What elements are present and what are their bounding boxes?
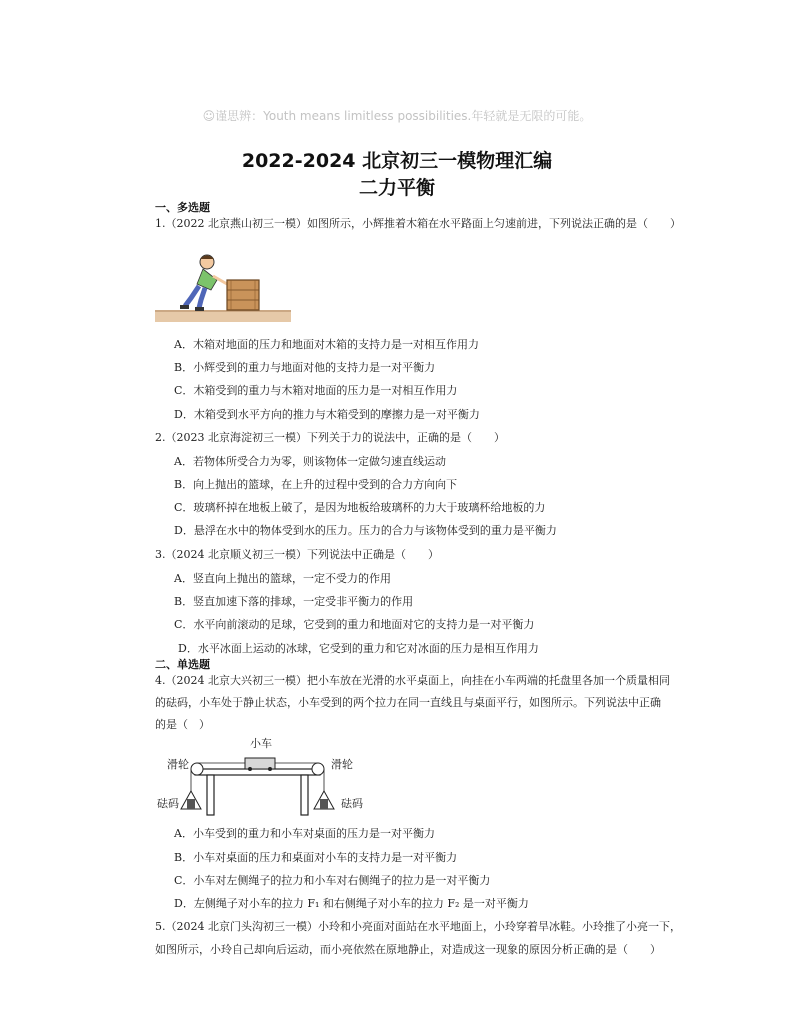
q4-option-a: A．小车受到的重力和小车对桌面的压力是一对平衡力 xyxy=(174,827,435,840)
q1-option-d: D．木箱受到水平方向的推力与木箱受到的摩擦力是一对平衡力 xyxy=(174,408,480,421)
q3-option-c: C．水平向前滚动的足球，它受到的重力和地面对它的支持力是一对平衡力 xyxy=(174,618,535,631)
q4-option-d: D．左侧绳子对小车的拉力 F₁ 和右侧绳子对小车的拉力 F₂ 是一对平衡力 xyxy=(174,897,529,910)
question-1-stem: 1.（2022 北京燕山初三一模）如图所示，小辉推着木箱在水平路面上匀速前进，下列说法正确的是（ ） xyxy=(155,217,681,230)
pulley-left-icon xyxy=(191,763,203,775)
q1-option-c: C．木箱受到的重力与木箱对地面的压力是一对相互作用力 xyxy=(174,384,458,397)
boy-icon xyxy=(180,255,227,311)
label-weight-left: 砝码 xyxy=(157,797,179,810)
label-pulley-left: 滑轮 xyxy=(167,758,189,771)
section-single-choice: 二、单选题 xyxy=(155,658,210,671)
section-multi-choice: 一、多选题 xyxy=(155,201,210,214)
pulley-right-icon xyxy=(312,763,324,775)
ground-strip xyxy=(155,310,291,322)
table-top xyxy=(195,769,320,775)
weight-left-icon xyxy=(181,791,201,809)
q2-option-d: D．悬浮在水中的物体受到水的压力。压力的合力与该物体受到的重力是平衡力 xyxy=(174,524,557,537)
label-weight-right: 砝码 xyxy=(341,797,363,810)
question-3-stem: 3.（2024 北京顺义初三一模）下列说法中正确是（ ） xyxy=(155,548,439,561)
watermark: ☺谨思辨：Youth means limitless possibilities.年轻就是无限的可能。 xyxy=(202,109,592,123)
page-subtitle: 二力平衡 xyxy=(358,177,435,199)
q3-option-b: B．竖直加速下落的排球，一定受非平衡力的作用 xyxy=(174,595,414,608)
question-4-stem-line-3: 的是（ ） xyxy=(155,718,210,731)
q1-option-b: B．小辉受到的重力与地面对他的支持力是一对平衡力 xyxy=(174,361,436,374)
question-4-stem-line-2: 的砝码，小车处于静止状态，小车受到的两个拉力在同一直线且与桌面平行，如图所示。下列说法中正确 xyxy=(155,696,661,709)
label-cart: 小车 xyxy=(250,737,272,750)
question-4-stem-line-1: 4.（2024 北京大兴初三一模）把小车放在光滑的水平桌面上，向挂在小车两端的托盘里各加一个质量相同 xyxy=(155,674,670,687)
q3-option-d: D．水平冰面上运动的冰球，它受到的重力和它对冰面的压力是相互作用力 xyxy=(178,642,539,655)
question-5-stem-line-1: 5.（2024 北京门头沟初三一模）小玲和小亮面对面站在水平地面上，小玲穿着旱冰鞋。小玲推了小亮一下， xyxy=(155,920,681,933)
table-leg-left xyxy=(207,775,214,815)
q3-option-a: A．竖直向上抛出的篮球，一定不受力的作用 xyxy=(174,572,391,585)
q2-option-a: A．若物体所受合力为零，则该物体一定做匀速直线运动 xyxy=(174,455,446,468)
label-pulley-right: 滑轮 xyxy=(331,758,353,771)
q2-option-b: B．向上抛出的篮球，在上升的过程中受到的合力方向向下 xyxy=(174,478,458,491)
q4-option-c: C．小车对左侧绳子的拉力和小车对右侧绳子的拉力是一对平衡力 xyxy=(174,874,491,887)
q1-figure-boy-pushing-box xyxy=(155,250,295,326)
q4-figure-cart-on-table xyxy=(155,735,395,820)
table-leg-right xyxy=(301,775,308,815)
q2-option-c: C．玻璃杯掉在地板上破了，是因为地板给玻璃杯的力大于玻璃杯给地板的力 xyxy=(174,501,546,514)
page-title: 2022-2024 北京初三一模物理汇编 xyxy=(241,150,553,172)
weight-right-icon xyxy=(314,791,334,809)
q4-option-b: B．小车对桌面的压力和桌面对小车的支持力是一对平衡力 xyxy=(174,851,458,864)
q1-option-a: A．木箱对地面的压力和地面对木箱的支持力是一对相互作用力 xyxy=(174,338,479,351)
question-5-stem-line-2: 如图所示，小玲自己却向后运动，而小亮依然在原地静止，对造成这一现象的原因分析正确的是（ ） xyxy=(155,943,661,956)
question-2-stem: 2.（2023 北京海淀初三一模）下列关于力的说法中，正确的是（ ） xyxy=(155,431,505,444)
wooden-box-icon xyxy=(227,280,259,310)
